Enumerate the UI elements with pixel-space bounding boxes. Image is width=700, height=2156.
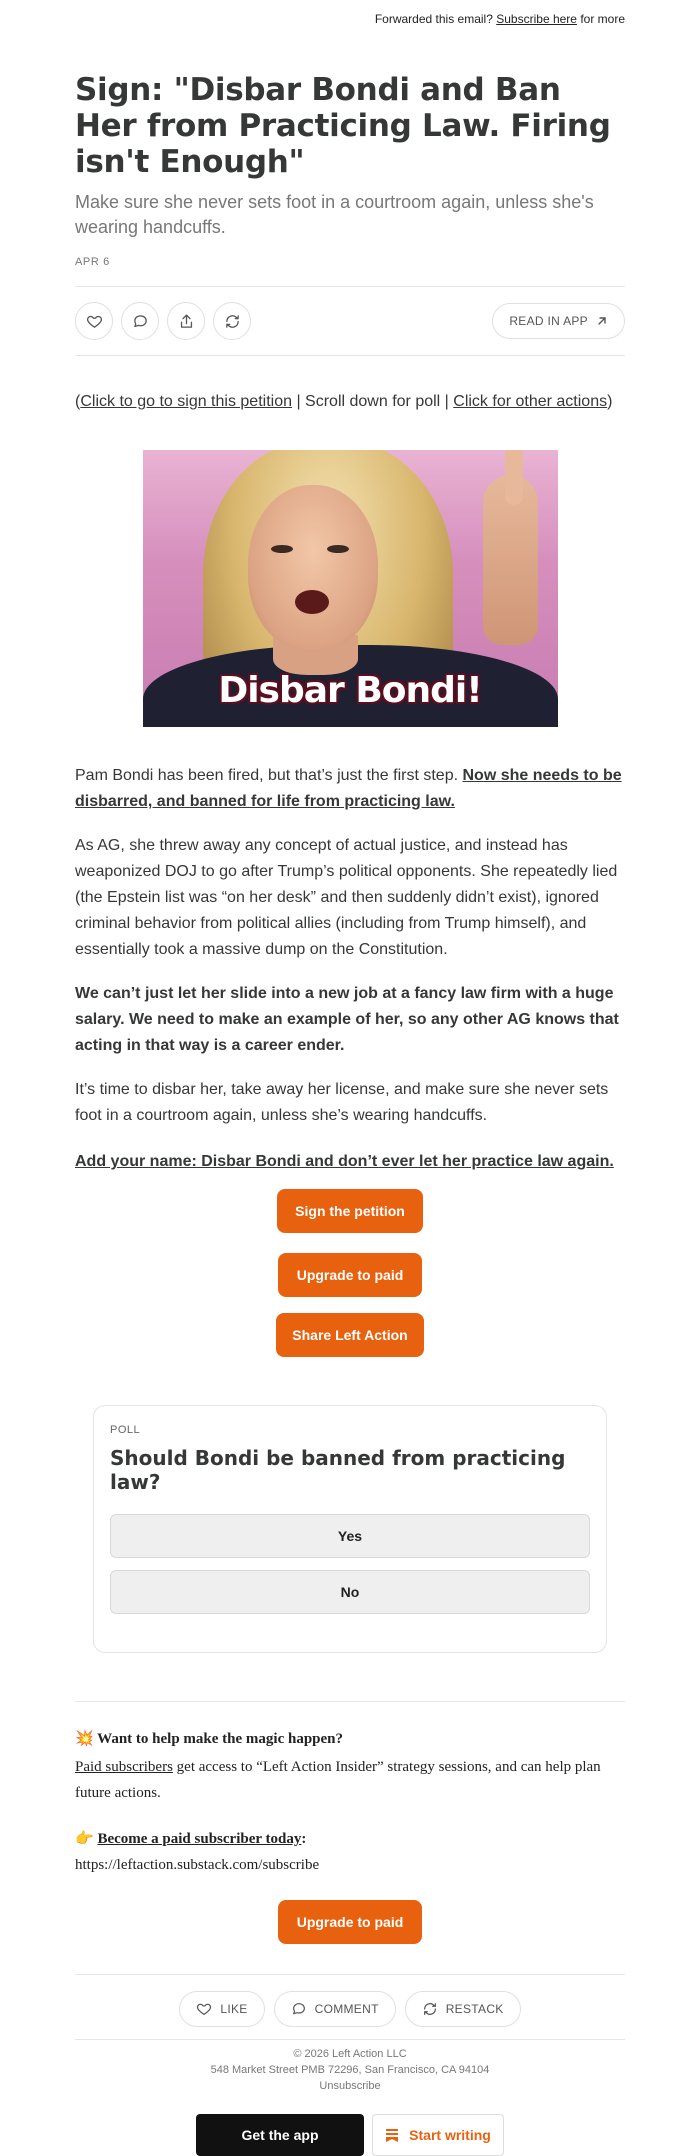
substack-logo-icon xyxy=(385,2128,399,2142)
footer-restack-button[interactable] xyxy=(405,1991,521,2027)
restack-icon xyxy=(224,313,241,330)
restack-button[interactable] xyxy=(213,302,251,340)
forwarded-text: Forwarded this email? xyxy=(374,12,493,26)
post-title[interactable]: Sign: "Disbar Bondi and Ban Her from Practicing Law. Firing isn't Enough" xyxy=(75,72,611,180)
poll-option-no[interactable]: No xyxy=(110,1570,590,1614)
support-text xyxy=(75,1754,625,1806)
footer-comment-button[interactable] xyxy=(274,1991,396,2027)
comment-button[interactable] xyxy=(121,302,159,340)
heart-icon xyxy=(86,313,103,330)
body-paragraph-2: As AG, she threw away any concept of actual justice, and instead has weaponized DOJ to go after Trump’s political opponents. She repeatedly lied (the Epstein list was “on her desk” and then suddenly didn’t exist), ignored criminal behavior from political allies (including from Trump himself), and essentially took a massive dump on the Constitution. xyxy=(75,837,618,958)
sign-petition-button[interactable]: Sign the petition xyxy=(277,1189,423,1233)
upgrade-to-paid-button[interactable]: Upgrade to paid xyxy=(278,1253,422,1297)
paid-subscribers-link[interactable]: Paid subscribers xyxy=(75,1759,173,1775)
hero-face xyxy=(248,485,378,650)
start-writing-button[interactable] xyxy=(372,2114,504,2156)
address: 548 Market Street PMB 72296, San Francisco, CA 94104 xyxy=(210,2064,490,2076)
explosion-icon: 💥 xyxy=(75,1731,94,1747)
body-paragraph-3: We can’t just let her slide into a new job at a fancy law firm with a huge salary. We need to make an example of her, so any other AG knows that acting in that way is a career ender. xyxy=(75,985,619,1054)
other-actions-link[interactable]: Click for other actions xyxy=(453,393,608,410)
unsubscribe-link[interactable]: Unsubscribe xyxy=(319,2080,381,2092)
app-buttons xyxy=(75,2114,625,2156)
copyright: © 2026 Left Action LLC xyxy=(293,2048,407,2060)
footer-like-button[interactable] xyxy=(179,1991,264,2027)
become-paid-line xyxy=(75,1826,625,1852)
become-paid-link[interactable]: Become a paid subscriber today xyxy=(97,1831,302,1847)
support-section xyxy=(75,1726,625,1878)
quick-links-row xyxy=(75,390,625,414)
support-paid-text: get access to “Left Action Insider” strategy sessions, and can help plan future actions. xyxy=(75,1759,601,1801)
external-arrow-icon xyxy=(596,315,608,327)
subscribe-link[interactable]: Subscribe here xyxy=(496,12,577,26)
legal-footer xyxy=(75,2046,625,2094)
footer-action-bar xyxy=(75,1991,625,2027)
hero-mouth xyxy=(295,590,329,614)
read-in-app-label: READ IN APP xyxy=(509,314,588,328)
like-label: LIKE xyxy=(220,2002,248,2016)
get-the-app-button[interactable]: Get the app xyxy=(196,2114,364,2156)
email-container xyxy=(75,0,625,2156)
colon: : xyxy=(301,1831,307,1847)
forwarded-bar xyxy=(75,0,625,32)
poll-option-yes[interactable]: Yes xyxy=(110,1514,590,1558)
hero-caption: Disbar Bondi! xyxy=(218,670,482,711)
share-button[interactable] xyxy=(167,302,205,340)
poll-card xyxy=(93,1405,607,1653)
share-left-action-button[interactable]: Share Left Action xyxy=(276,1313,424,1357)
hero-eye xyxy=(327,545,349,553)
hero-finger xyxy=(505,450,523,505)
restack-label: RESTACK xyxy=(445,2002,504,2016)
divider xyxy=(75,355,625,356)
p1-text: Pam Bondi has been fired, but that’s just the first step. xyxy=(75,767,463,784)
comment-label: COMMENT xyxy=(314,2002,379,2016)
body-paragraph-4: It’s time to disbar her, take away her license, and make sure she never sets foot in a courtroom again, unless she’s wearing handcuffs. xyxy=(75,1081,609,1124)
start-writing-label: Start writing xyxy=(409,2127,491,2143)
body-paragraph-1 xyxy=(75,763,625,815)
sign-petition-link[interactable]: Click to go to sign this petition xyxy=(80,393,292,410)
poll-question: Should Bondi be banned from practicing law? xyxy=(110,1446,566,1494)
post-action-bar xyxy=(75,287,625,355)
read-in-app-button[interactable] xyxy=(492,303,625,339)
forwarded-suffix: for more xyxy=(580,12,625,26)
hero-image[interactable] xyxy=(143,450,558,727)
post-date: APR 6 xyxy=(75,256,110,268)
cta-paragraph xyxy=(75,1149,625,1175)
paren: ) xyxy=(607,393,613,410)
support-heading xyxy=(75,1726,625,1752)
subscribe-url[interactable]: https://leftaction.substack.com/subscribe xyxy=(75,1857,320,1873)
hero-eye xyxy=(271,545,293,553)
add-your-name-link[interactable]: Add your name: Disbar Bondi and don’t ever let her practice law again. xyxy=(75,1153,614,1170)
poll-label: POLL xyxy=(110,1424,141,1436)
heart-icon xyxy=(196,2001,212,2017)
comment-icon xyxy=(291,2001,307,2017)
restack-icon xyxy=(422,2001,438,2017)
paren: ( xyxy=(75,393,81,410)
share-icon xyxy=(178,313,195,330)
upgrade-to-paid-button-2[interactable]: Upgrade to paid xyxy=(278,1900,422,1944)
post-subtitle: Make sure she never sets foot in a courtroom again, unless she's wearing handcuffs. xyxy=(75,192,594,237)
pointing-hand-icon: 👉 xyxy=(75,1831,94,1847)
like-button[interactable] xyxy=(75,302,113,340)
support-heading-text: Want to help make the magic happen? xyxy=(97,1731,344,1747)
disbar-link[interactable]: Now she needs to be disbarred, and banned for life from practicing law. xyxy=(75,767,622,810)
comment-icon xyxy=(132,313,149,330)
links-separator: | Scroll down for poll | xyxy=(292,393,454,410)
